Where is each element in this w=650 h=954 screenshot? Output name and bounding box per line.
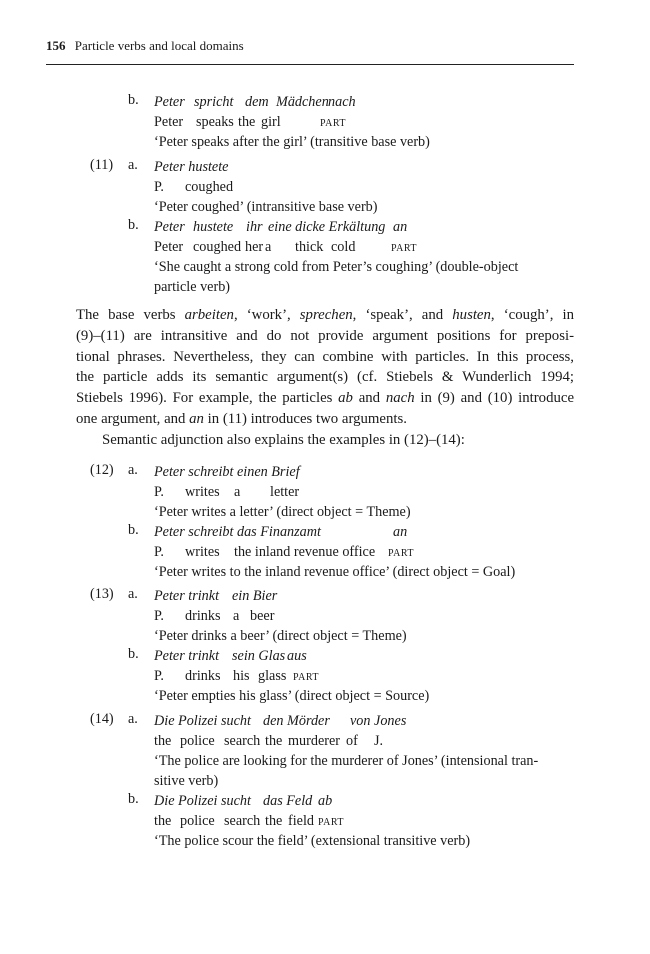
- translation-line: ‘Peter writes to the inland revenue office’ (direct object = Goal): [154, 564, 516, 580]
- text-line: one argument, and an in (11) introduces two arguments.: [76, 410, 407, 427]
- translation-line: ‘Peter drinks a beer’ (direct object = Theme): [154, 628, 407, 644]
- text-line: (9)–(11) are intransitive and do not provide argument positions for preposi-: [76, 327, 574, 344]
- gloss-line: the police search the field part: [154, 813, 345, 829]
- example-letter: b.: [128, 646, 139, 662]
- gloss-line: the police search the murderer of J.: [154, 733, 384, 749]
- example-number: (14): [90, 711, 114, 727]
- text-line: the particle adds its semantic argument(s) (cf. Stiebels & Wunderlich 1994;: [76, 369, 574, 386]
- translation-line: ‘The police are looking for the murderer of Jones’ (intensional tran-: [154, 753, 539, 769]
- german-line: Peter spricht dem Mädchen nach: [154, 94, 356, 110]
- gloss-line: P. coughed: [154, 179, 234, 195]
- translation-line: ‘The police scour the field’ (extensional transitive verb): [154, 833, 471, 849]
- german-line: Peter trinkt ein Bier: [154, 588, 278, 604]
- translation-line: ‘Peter writes a letter’ (direct object = Theme): [154, 504, 411, 520]
- example-letter: b.: [128, 217, 139, 233]
- example-number: (12): [90, 462, 114, 478]
- running-header: [46, 38, 574, 65]
- example-letter: a.: [128, 711, 138, 727]
- running-title: Particle verbs and local domains: [74, 38, 244, 53]
- example-letter: b.: [128, 522, 139, 538]
- gloss-line: P. writes the inland revenue office part: [154, 544, 415, 560]
- page-number: 156: [46, 38, 66, 53]
- text-line: Stiebels 1996). For example, the particles ab and nach in (9) and (10) introduce: [76, 390, 575, 407]
- example-letter: b.: [128, 791, 139, 807]
- gloss-line: Peter speaks the girl part: [154, 114, 347, 130]
- example-number: (13): [90, 586, 114, 602]
- example-letter: a.: [128, 462, 138, 478]
- translation-line: ‘Peter speaks after the girl’ (transitive base verb): [154, 134, 430, 150]
- gloss-line: Peter coughed her a thick cold part: [154, 239, 418, 255]
- gloss-line: P. writes a letter: [154, 484, 300, 500]
- example-letter: a.: [128, 157, 138, 173]
- body-paragraph: Semantic adjunction also explains the examples in (12)–(14):: [102, 432, 465, 448]
- translation-line: ‘Peter empties his glass’ (direct object = Source): [154, 688, 430, 704]
- translation-line-continued: particle verb): [154, 279, 231, 295]
- text-line: The base verbs arbeiten, ‘work’, sprechen, ‘speak’, and husten, ‘cough’, in: [76, 307, 575, 323]
- german-line: Die Polizei sucht das Feld ab: [154, 793, 333, 809]
- translation-line: ‘Peter coughed’ (intransitive base verb): [154, 199, 378, 215]
- translation-line-continued: sitive verb): [154, 773, 219, 789]
- german-line: Die Polizei sucht den Mörder von Jones: [154, 713, 407, 729]
- example-letter: a.: [128, 586, 138, 602]
- gloss-line: P. drinks his glass part: [154, 668, 320, 684]
- german-line: Peter hustete: [154, 159, 229, 175]
- body-paragraph: [76, 305, 574, 430]
- example-number: (11): [90, 157, 114, 173]
- example-letter: b.: [128, 92, 139, 108]
- german-line: Peter trinkt sein Glas aus: [154, 648, 307, 664]
- text-line: tional phrases. Nevertheless, they can combine with particles. In this process,: [76, 348, 574, 365]
- translation-line: ‘She caught a strong cold from Peter’s coughing’ (double-object: [154, 259, 519, 275]
- gloss-line: P. drinks a beer: [154, 608, 275, 624]
- german-line: Peter schreibt das Finanzamt an: [154, 524, 408, 540]
- german-line: Peter schreibt einen Brief: [154, 464, 300, 480]
- german-line: Peter hustete ihr eine dicke Erkältung an: [154, 219, 408, 235]
